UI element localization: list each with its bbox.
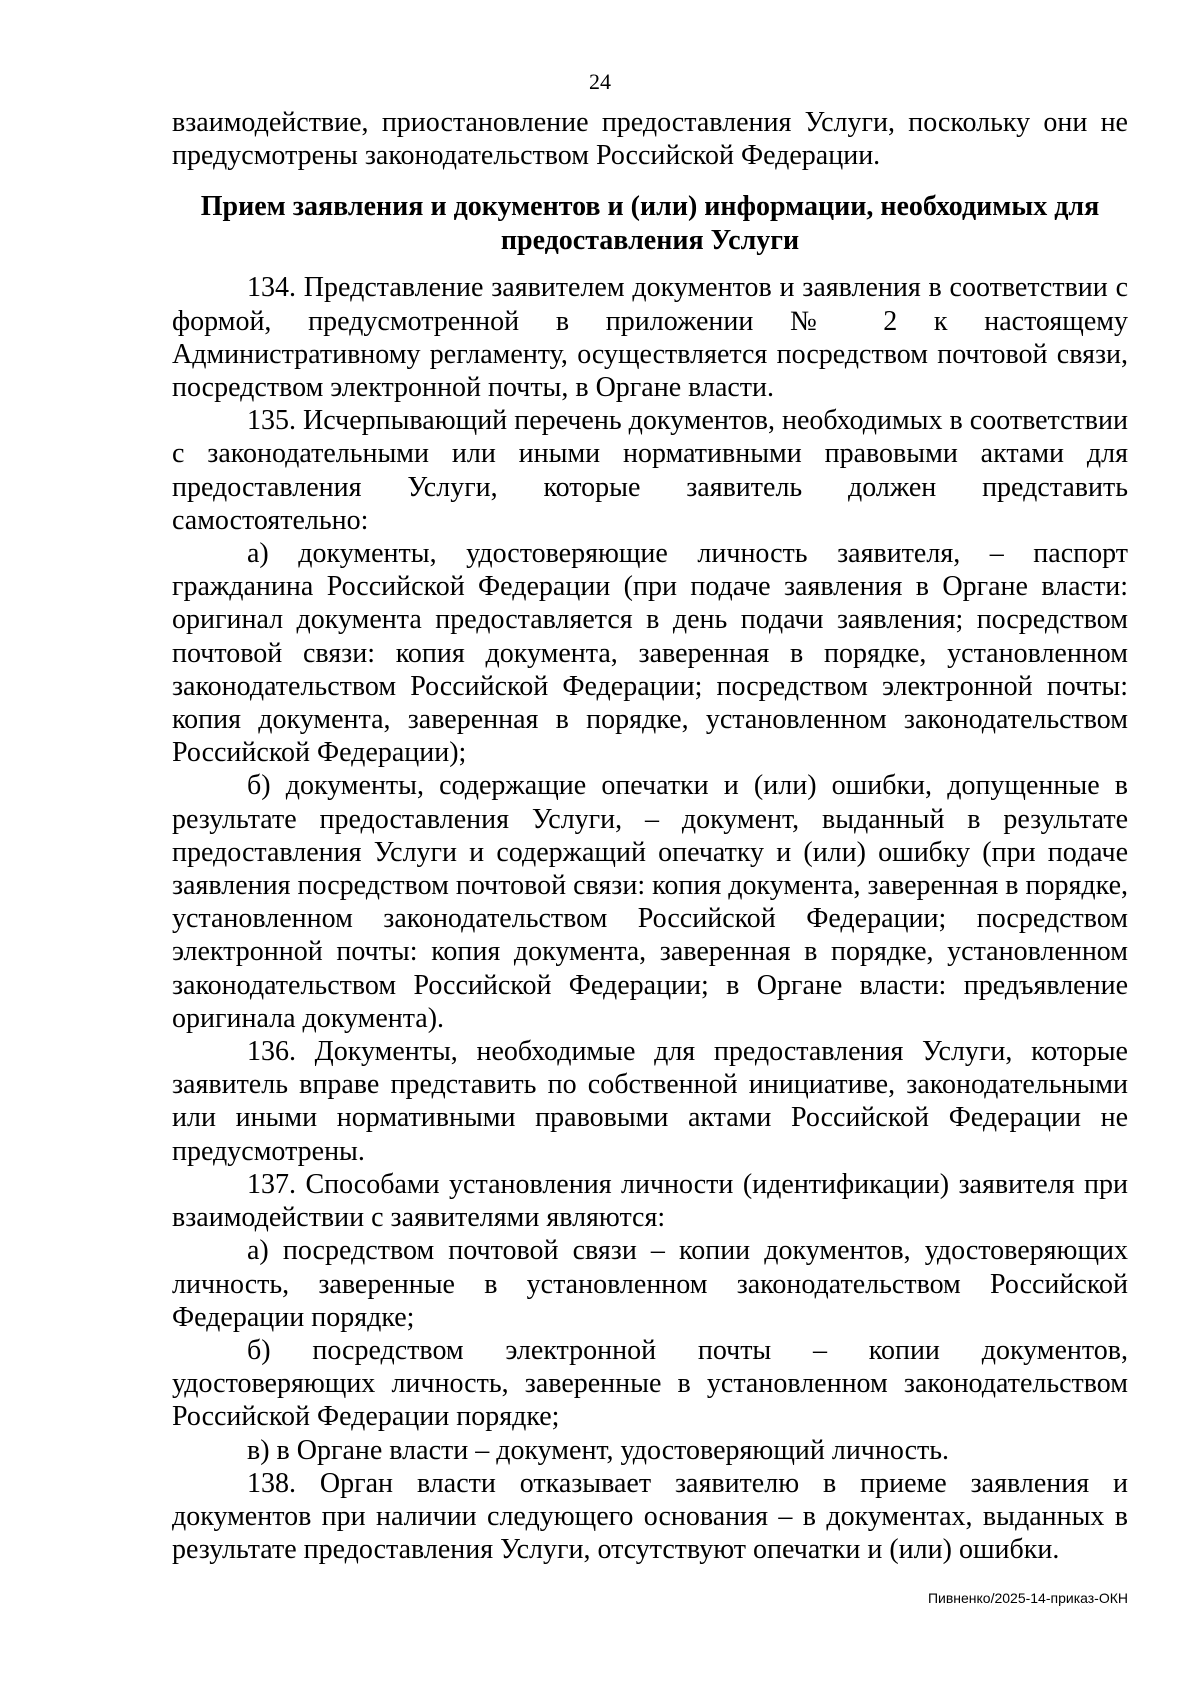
document-body <box>172 106 1128 1566</box>
paragraph-137-b: б) посредством электронной почты – копии документов, удостоверяющих личность, заверенные в установленном законодательством Российской Федерации порядке; <box>172 1334 1128 1433</box>
paragraph-continuation: взаимодействие, приостановление предоставления Услуги, поскольку они не предусмотрены законодательством Российской Федерации. <box>172 107 1128 172</box>
paragraph-135: 135. Исчерпывающий перечень документов, необходимых в соответствии с законодательными или иными нормативными правовыми актами для предоставления Услуги, которые заявитель должен представить самостоятельно: <box>172 405 1128 536</box>
document-footer-id: Пивненко/2025-14-приказ-ОКН <box>927 1590 1128 1606</box>
paragraph-138: 138. Орган власти отказывает заявителю в приеме заявления и документов при наличии следующего основания – в документах, выданных в результате предоставления Услуги, отсутствуют опечатки и (или) ошибки. <box>172 1467 1128 1566</box>
paragraph-137: 137. Способами установления личности (идентификации) заявителя при взаимодействии с заявителями являются: <box>172 1168 1128 1234</box>
paragraph-135-a: а) документы, удостоверяющие личность заявителя, – паспорт гражданина Российской Федерации (при подаче заявления в Органе власти: оригинал документа предоставляется в день подачи заявления; посредством почтовой связи: копия документа, заверенная в порядке, установленном законодательством Российской Федерации; посредством электронной почты: копия документа, заверенная в порядке, установленном законодательством Российской Федерации); <box>172 538 1128 769</box>
section-heading: Прием заявления и документов и (или) информации, необходимых для предоставления Услуги <box>200 191 1100 257</box>
paragraph-137-c: в) в Органе власти – документ, удостоверяющий личность. <box>247 1434 949 1466</box>
page-number: 24 <box>589 69 611 94</box>
paragraph-136: 136. Документы, необходимые для предоставления Услуги, которые заявитель вправе представить по собственной инициативе, законодательными или иными нормативными правовыми актами Российской Федерации не предусмотрены. <box>172 1036 1128 1167</box>
paragraph-137-a: а) посредством почтовой связи – копии документов, удостоверяющих личность, заверенные в установленном законодательством Российской Федерации порядке; <box>172 1235 1128 1333</box>
paragraph-135-b: б) документы, содержащие опечатки и (или) ошибки, допущенные в результате предоставления Услуги, – документ, выданный в результате предоставления Услуги и содержащий опечатку и (или) ошибку (при подаче заявления посредством почтовой связи: копия документа, заверенная в порядке, установленном законодательством Российской Федерации; посредством электронной почты: копия документа, заверенная в порядке, установленном законодательством Российской Федерации; в Органе власти: предъявление оригинала документа). <box>172 770 1128 1034</box>
paragraph-134: 134. Представление заявителем документов и заявления в соответствии с формой, предусмотренной в приложении № 2 к настоящему Административному регламенту, осуществляется посредством почтовой связи, посредством электронной почты, в Органе власти. <box>172 272 1128 404</box>
